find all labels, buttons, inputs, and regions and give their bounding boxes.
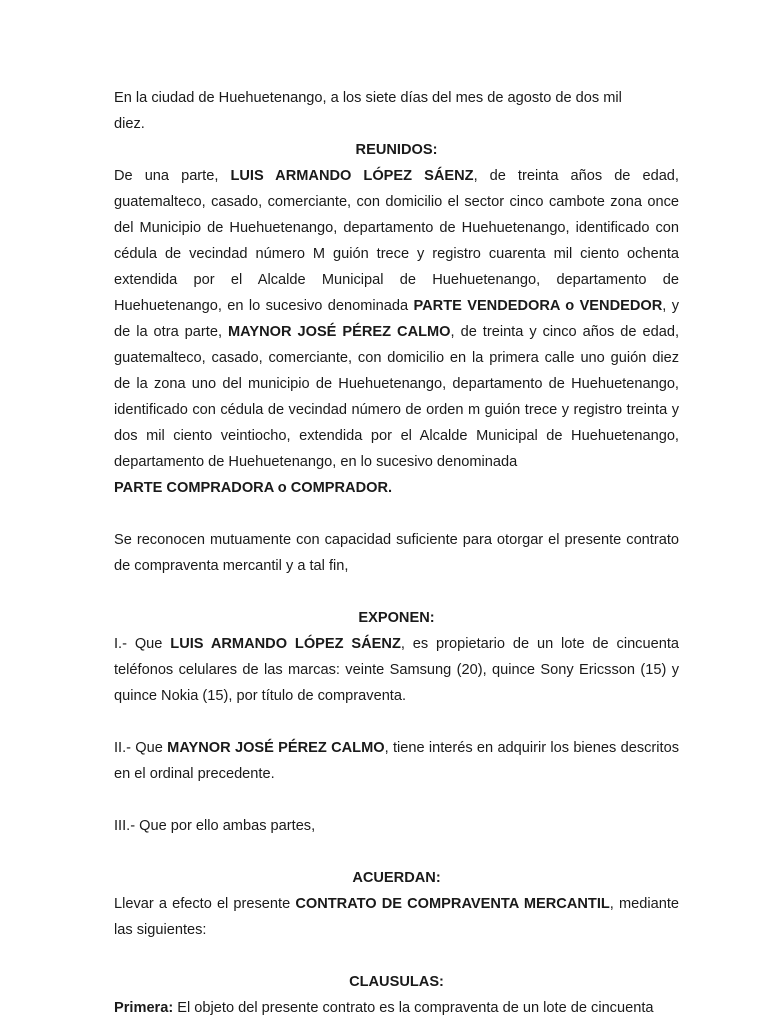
spacer (114, 943, 679, 969)
acuerdan-prefix: Llevar a efecto el presente (114, 896, 296, 912)
exponen-ii-text: , tiene interés en adquirir los bienes descritos en el ordinal precedente. (114, 740, 679, 782)
spacer (114, 579, 679, 605)
exponen-i-prefix: I.- Que (114, 636, 171, 652)
exponen-item-iii: III.- Que por ello ambas partes, (114, 818, 316, 834)
reunidos-paragraph (114, 163, 679, 501)
exponen-item-ii (114, 735, 679, 787)
buyer-name: MAYNOR JOSÉ PÉREZ CALMO (227, 324, 451, 340)
heading-acuerdan: ACUERDAN: (352, 870, 441, 886)
spacer (114, 839, 679, 865)
exponen-ii-prefix: II.- Que (114, 740, 168, 756)
exponen-i-text: , es propietario de un lote de cincuenta teléfonos celulares de las marcas: veinte Samsung (20), quince Sony Ericsson (15) y quince Nokia (15), por título de compraventa. (114, 636, 679, 704)
exponen-item-i (114, 631, 679, 709)
clausula-primera-text: El objeto del presente contrato es la compraventa de un lote de cincuenta (173, 1000, 654, 1016)
spacer (114, 501, 679, 527)
contract-title: CONTRATO DE COMPRAVENTA MERCANTIL (295, 896, 610, 912)
reunidos-text-1: De una parte, (114, 168, 231, 184)
seller-name: LUIS ARMANDO LÓPEZ SÁENZ (230, 168, 474, 184)
reunidos-text-4: , de treinta y cinco años de edad, guatemalteco, casado, comerciante, con domicilio en la primera calle uno guión diez de la zona uno del municipio de Huehuetenango, departamento de Huehuetenango, identificado con cédula de vecindad número de orden m guión trece y registro treinta y dos mil ciento veintiocho, extendida por el Alcalde Municipal de Huehuetenango, departamento de Huehuetenango, en lo sucesivo denominada (114, 324, 680, 470)
spacer (114, 709, 679, 735)
heading-clausulas: CLAUSULAS: (349, 974, 444, 990)
exponen-ii-name: MAYNOR JOSÉ PÉREZ CALMO (167, 740, 385, 756)
spacer (114, 787, 679, 813)
clausula-primera (114, 995, 679, 1021)
reunidos-text-3: , y de la otra parte, (114, 298, 679, 340)
acuerdan-paragraph (114, 891, 679, 943)
capacidad-paragraph: Se reconocen mutuamente con capacidad suficiente para otorgar el presente contrato de compraventa mercantil y a tal fin, (114, 532, 679, 574)
intro-line-2: diez. (114, 116, 145, 132)
clausula-primera-label: Primera: (114, 1000, 174, 1016)
intro-line-1: En la ciudad de Huehuetenango, a los siete días del mes de agosto de dos mil (114, 90, 622, 106)
heading-reunidos: REUNIDOS: (355, 142, 438, 158)
intro-paragraph (114, 85, 679, 137)
reunidos-text-2: , de treinta años de edad, guatemalteco, casado, comerciante, con domicilio el sector cinco cambote zona once del Municipio de Huehuetenango, departamento de Huehuetenango, identificado con cédula de vecindad número M guión trece y registro cuarenta mil ciento ochenta extendida por el Alcalde Municipal de Huehuetenango, departamento de Huehuetenango, en lo sucesivo denominada (114, 168, 679, 314)
buyer-role: PARTE COMPRADORA o COMPRADOR. (114, 480, 393, 496)
heading-exponen: EXPONEN: (358, 610, 435, 626)
acuerdan-suffix: , mediante las siguientes: (114, 896, 679, 938)
exponen-i-name: LUIS ARMANDO LÓPEZ SÁENZ (170, 636, 401, 652)
seller-role: PARTE VENDEDORA o VENDEDOR (413, 298, 663, 314)
document-page (114, 85, 679, 1021)
